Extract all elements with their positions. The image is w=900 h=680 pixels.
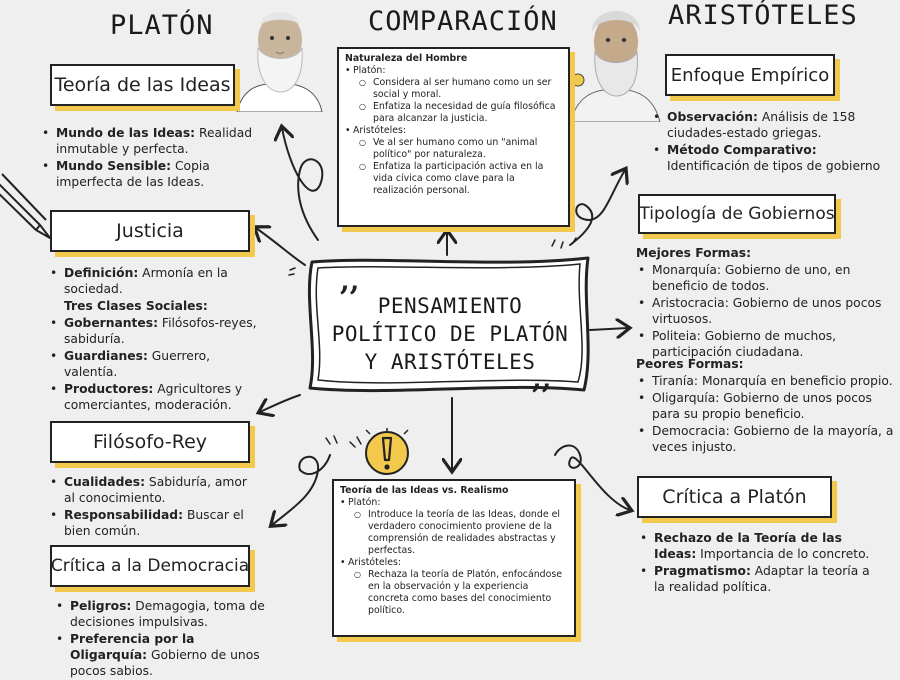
alert-icon bbox=[362, 428, 412, 482]
list-item: ○ Introduce la teoría de las Ideas, donde el verdadero conocimiento proviene de la comprensión de realidades abstractas y perfectas. bbox=[340, 509, 568, 557]
naturaleza-platon-label: • Platón: bbox=[345, 65, 562, 77]
heading-aristoteles: ARISTÓTELES bbox=[668, 0, 858, 31]
list-item: • Método Comparativo: Identificación de tipos de gobierno bbox=[651, 142, 891, 174]
list-item: ○ Considera al ser humano como un ser social y moral. bbox=[345, 77, 562, 101]
justicia-list bbox=[48, 265, 263, 414]
list-item: • Responsabilidad: Buscar el bien común. bbox=[48, 507, 258, 539]
enfoque-title: Enfoque Empírico bbox=[665, 54, 835, 96]
naturaleza-aristoteles-label: • Aristóteles: bbox=[345, 125, 562, 137]
naturaleza-box bbox=[337, 47, 570, 227]
aristotle-portrait-icon bbox=[568, 0, 663, 122]
naturaleza-title: Naturaleza del Hombre bbox=[345, 53, 468, 64]
svg-text:,,: ,, bbox=[532, 362, 552, 395]
justicia-title: Justicia bbox=[50, 210, 250, 252]
list-item: Tres Clases Sociales: bbox=[64, 299, 208, 313]
list-item: • Politeia: Gobierno de muchos, participación ciudadana. bbox=[636, 328, 896, 360]
list-item: • Productores: Agricultores y comerciantes, moderación. bbox=[48, 381, 263, 413]
list-item: • Democracia: Gobierno de la mayoría, a veces injusto. bbox=[636, 423, 896, 455]
list-item: • Definición: Armonía en la sociedad. bbox=[48, 265, 263, 297]
heading-comparacion: COMPARACIÓN bbox=[368, 6, 558, 37]
list-item: • Tiranía: Monarquía en beneficio propio. bbox=[636, 373, 896, 389]
critica-democracia-title: Crítica a la Democracia bbox=[50, 545, 250, 587]
mejores-formas-label: Mejores Formas: bbox=[636, 246, 752, 260]
critica-platon-list bbox=[638, 530, 883, 596]
list-item: • Peligros: Demagogia, toma de decisiones impulsivas. bbox=[54, 598, 269, 630]
tipologia-title: Tipología de Gobiernos bbox=[638, 194, 836, 234]
list-item: ○ Enfatiza la necesidad de guía filosófica para alcanzar la justicia. bbox=[345, 101, 562, 125]
central-title: PENSAMIENTO POLÍTICO DE PLATÓN Y ARISTÓTELES bbox=[331, 294, 569, 374]
teoria-ideas-list bbox=[40, 125, 255, 191]
list-item: • Pragmatismo: Adaptar la teoría a la realidad política. bbox=[638, 563, 883, 595]
list-item: • Mundo Sensible: Copia imperfecta de las Ideas. bbox=[40, 158, 255, 190]
svg-text:,,: ,, bbox=[340, 264, 360, 297]
critica-platon-title: Crítica a Platón bbox=[637, 476, 832, 518]
list-item: • Preferencia por la Oligarquía: Gobierno de unos pocos sabios. bbox=[54, 631, 269, 679]
list-item: • Guardianes: Guerrero, valentía. bbox=[48, 348, 263, 380]
ideas-realismo-aristoteles-label: • Aristóteles: bbox=[340, 557, 568, 569]
filosofo-rey-title: Filósofo-Rey bbox=[50, 421, 250, 463]
plato-portrait-icon bbox=[232, 0, 327, 112]
list-item: ○ Enfatiza la participación activa en la vida cívica como clave para la realización personal. bbox=[345, 161, 562, 197]
teoria-ideas-title: Teoría de las Ideas bbox=[50, 64, 235, 106]
peores-formas-label: Peores Formas: bbox=[636, 357, 744, 371]
ideas-realismo-box bbox=[332, 479, 576, 637]
list-item: • Oligarquía: Gobierno de unos pocos para su propio beneficio. bbox=[636, 390, 896, 422]
list-item: • Cualidades: Sabiduría, amor al conocimiento. bbox=[48, 474, 258, 506]
list-item: • Mundo de las Ideas: Realidad inmutable y perfecta. bbox=[40, 125, 255, 157]
list-item: • Monarquía: Gobierno de uno, en beneficio de todos. bbox=[636, 262, 896, 294]
peores-formas-list bbox=[636, 373, 896, 456]
list-item: • Gobernantes: Filósofos-reyes, sabiduría. bbox=[48, 315, 263, 347]
filosofo-rey-list bbox=[48, 474, 258, 540]
heading-platon: PLATÓN bbox=[110, 10, 214, 41]
list-item: • Rechazo de la Teoría de las Ideas: Importancia de lo concreto. bbox=[638, 530, 883, 562]
ideas-realismo-platon-label: • Platón: bbox=[340, 497, 568, 509]
mejores-formas-list bbox=[636, 262, 896, 361]
critica-democracia-list bbox=[54, 598, 269, 680]
list-item: • Aristocracia: Gobierno de unos pocos virtuosos. bbox=[636, 295, 896, 327]
ideas-realismo-title: Teoría de las Ideas vs. Realismo bbox=[340, 485, 509, 496]
list-item: ○ Rechaza la teoría de Platón, enfocándose en la observación y la experiencia concreta como bases del conocimiento político. bbox=[340, 569, 568, 617]
enfoque-list bbox=[651, 109, 891, 175]
list-item: ○ Ve al ser humano como un "animal político" por naturaleza. bbox=[345, 137, 562, 161]
list-item: • Observación: Análisis de 158 ciudades-estado griegas. bbox=[651, 109, 891, 141]
